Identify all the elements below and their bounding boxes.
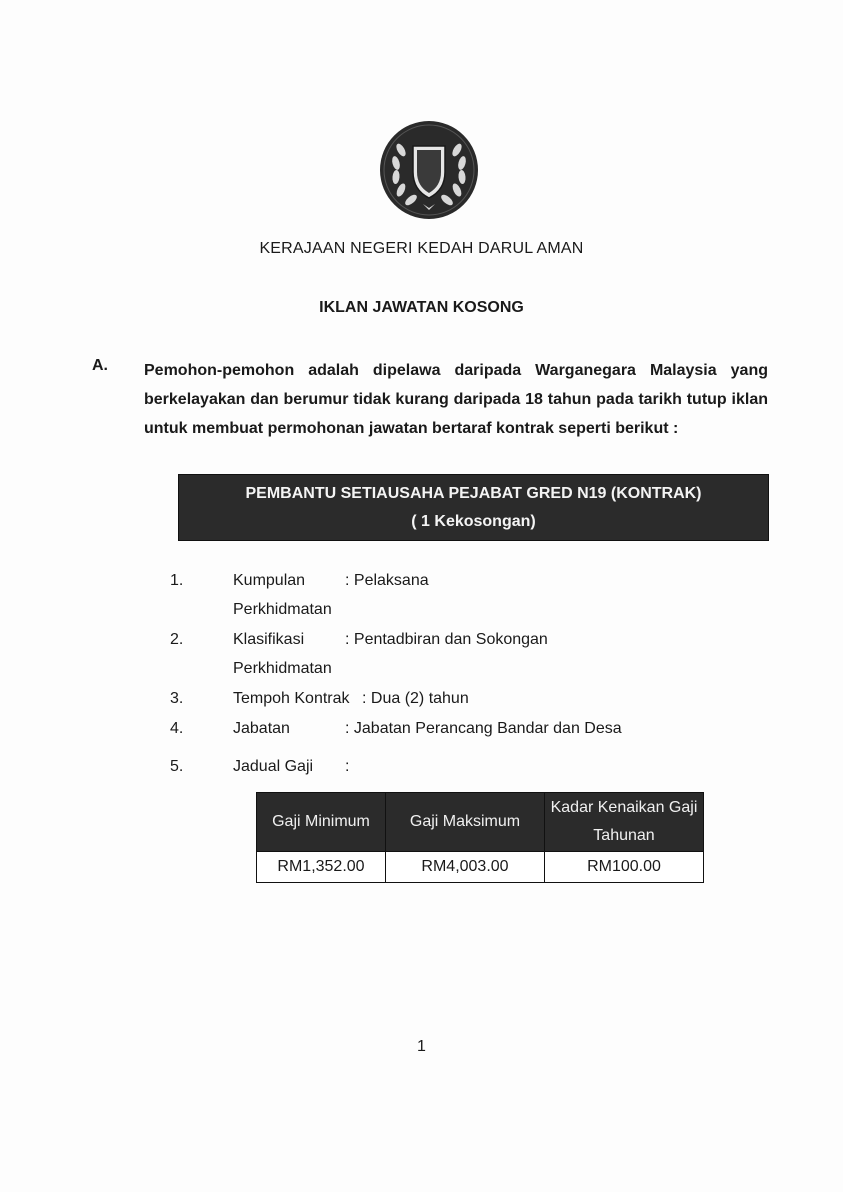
- item-number: 2.: [170, 631, 184, 648]
- table-header-row: [257, 793, 704, 852]
- item-value: : Pentadbiran dan Sokongan: [345, 631, 548, 648]
- document-title: IKLAN JAWATAN KOSONG: [319, 299, 524, 316]
- table-cell: RM4,003.00: [386, 852, 545, 883]
- position-banner: [178, 474, 769, 541]
- item-number: 1.: [170, 572, 184, 589]
- column-header: Kadar Kenaikan Gaji Tahunan: [545, 793, 704, 852]
- item-label-line2: Perkhidmatan: [233, 660, 332, 677]
- item-value: : Pelaksana: [345, 572, 429, 589]
- item-label: Jadual Gaji: [233, 758, 314, 775]
- government-name: KERAJAAN NEGERI KEDAH DARUL AMAN: [259, 240, 584, 257]
- kedah-state-crest-icon: [379, 120, 479, 220]
- item-number: 4.: [170, 720, 184, 737]
- table-cell: RM1,352.00: [257, 852, 386, 883]
- vacancy-count: ( 1 Kekosongan): [411, 513, 536, 530]
- intro-paragraph: Pemohon-pemohon adalah dipelawa daripada Warganegara Malaysia yang berkelayakan dan berumur tidak kurang daripada 18 tahun pada tarikh tutup iklan untuk membuat permohonan jawatan bertaraf kontrak seperti berikut :: [144, 362, 768, 437]
- column-header: Gaji Minimum: [257, 793, 386, 852]
- item-label: Tempoh Kontrak: [233, 690, 350, 707]
- table-cell: RM100.00: [545, 852, 704, 883]
- item-label: Klasifikasi: [233, 631, 305, 648]
- item-label: Kumpulan: [233, 572, 306, 589]
- item-value: : Jabatan Perancang Bandar dan Desa: [345, 720, 622, 737]
- item-value: :: [345, 758, 350, 775]
- item-label-line2: Perkhidmatan: [233, 601, 332, 618]
- table-row: [257, 852, 704, 883]
- column-header: Gaji Maksimum: [386, 793, 545, 852]
- item-value: : Dua (2) tahun: [362, 690, 469, 707]
- salary-table: [256, 792, 704, 883]
- item-number: 3.: [170, 690, 184, 707]
- section-letter: A.: [92, 357, 108, 374]
- page-number: 1: [417, 1038, 426, 1055]
- position-title: PEMBANTU SETIAUSAHA PEJABAT GRED N19 (KONTRAK): [245, 485, 702, 502]
- item-number: 5.: [170, 758, 184, 775]
- item-label: Jabatan: [233, 720, 290, 737]
